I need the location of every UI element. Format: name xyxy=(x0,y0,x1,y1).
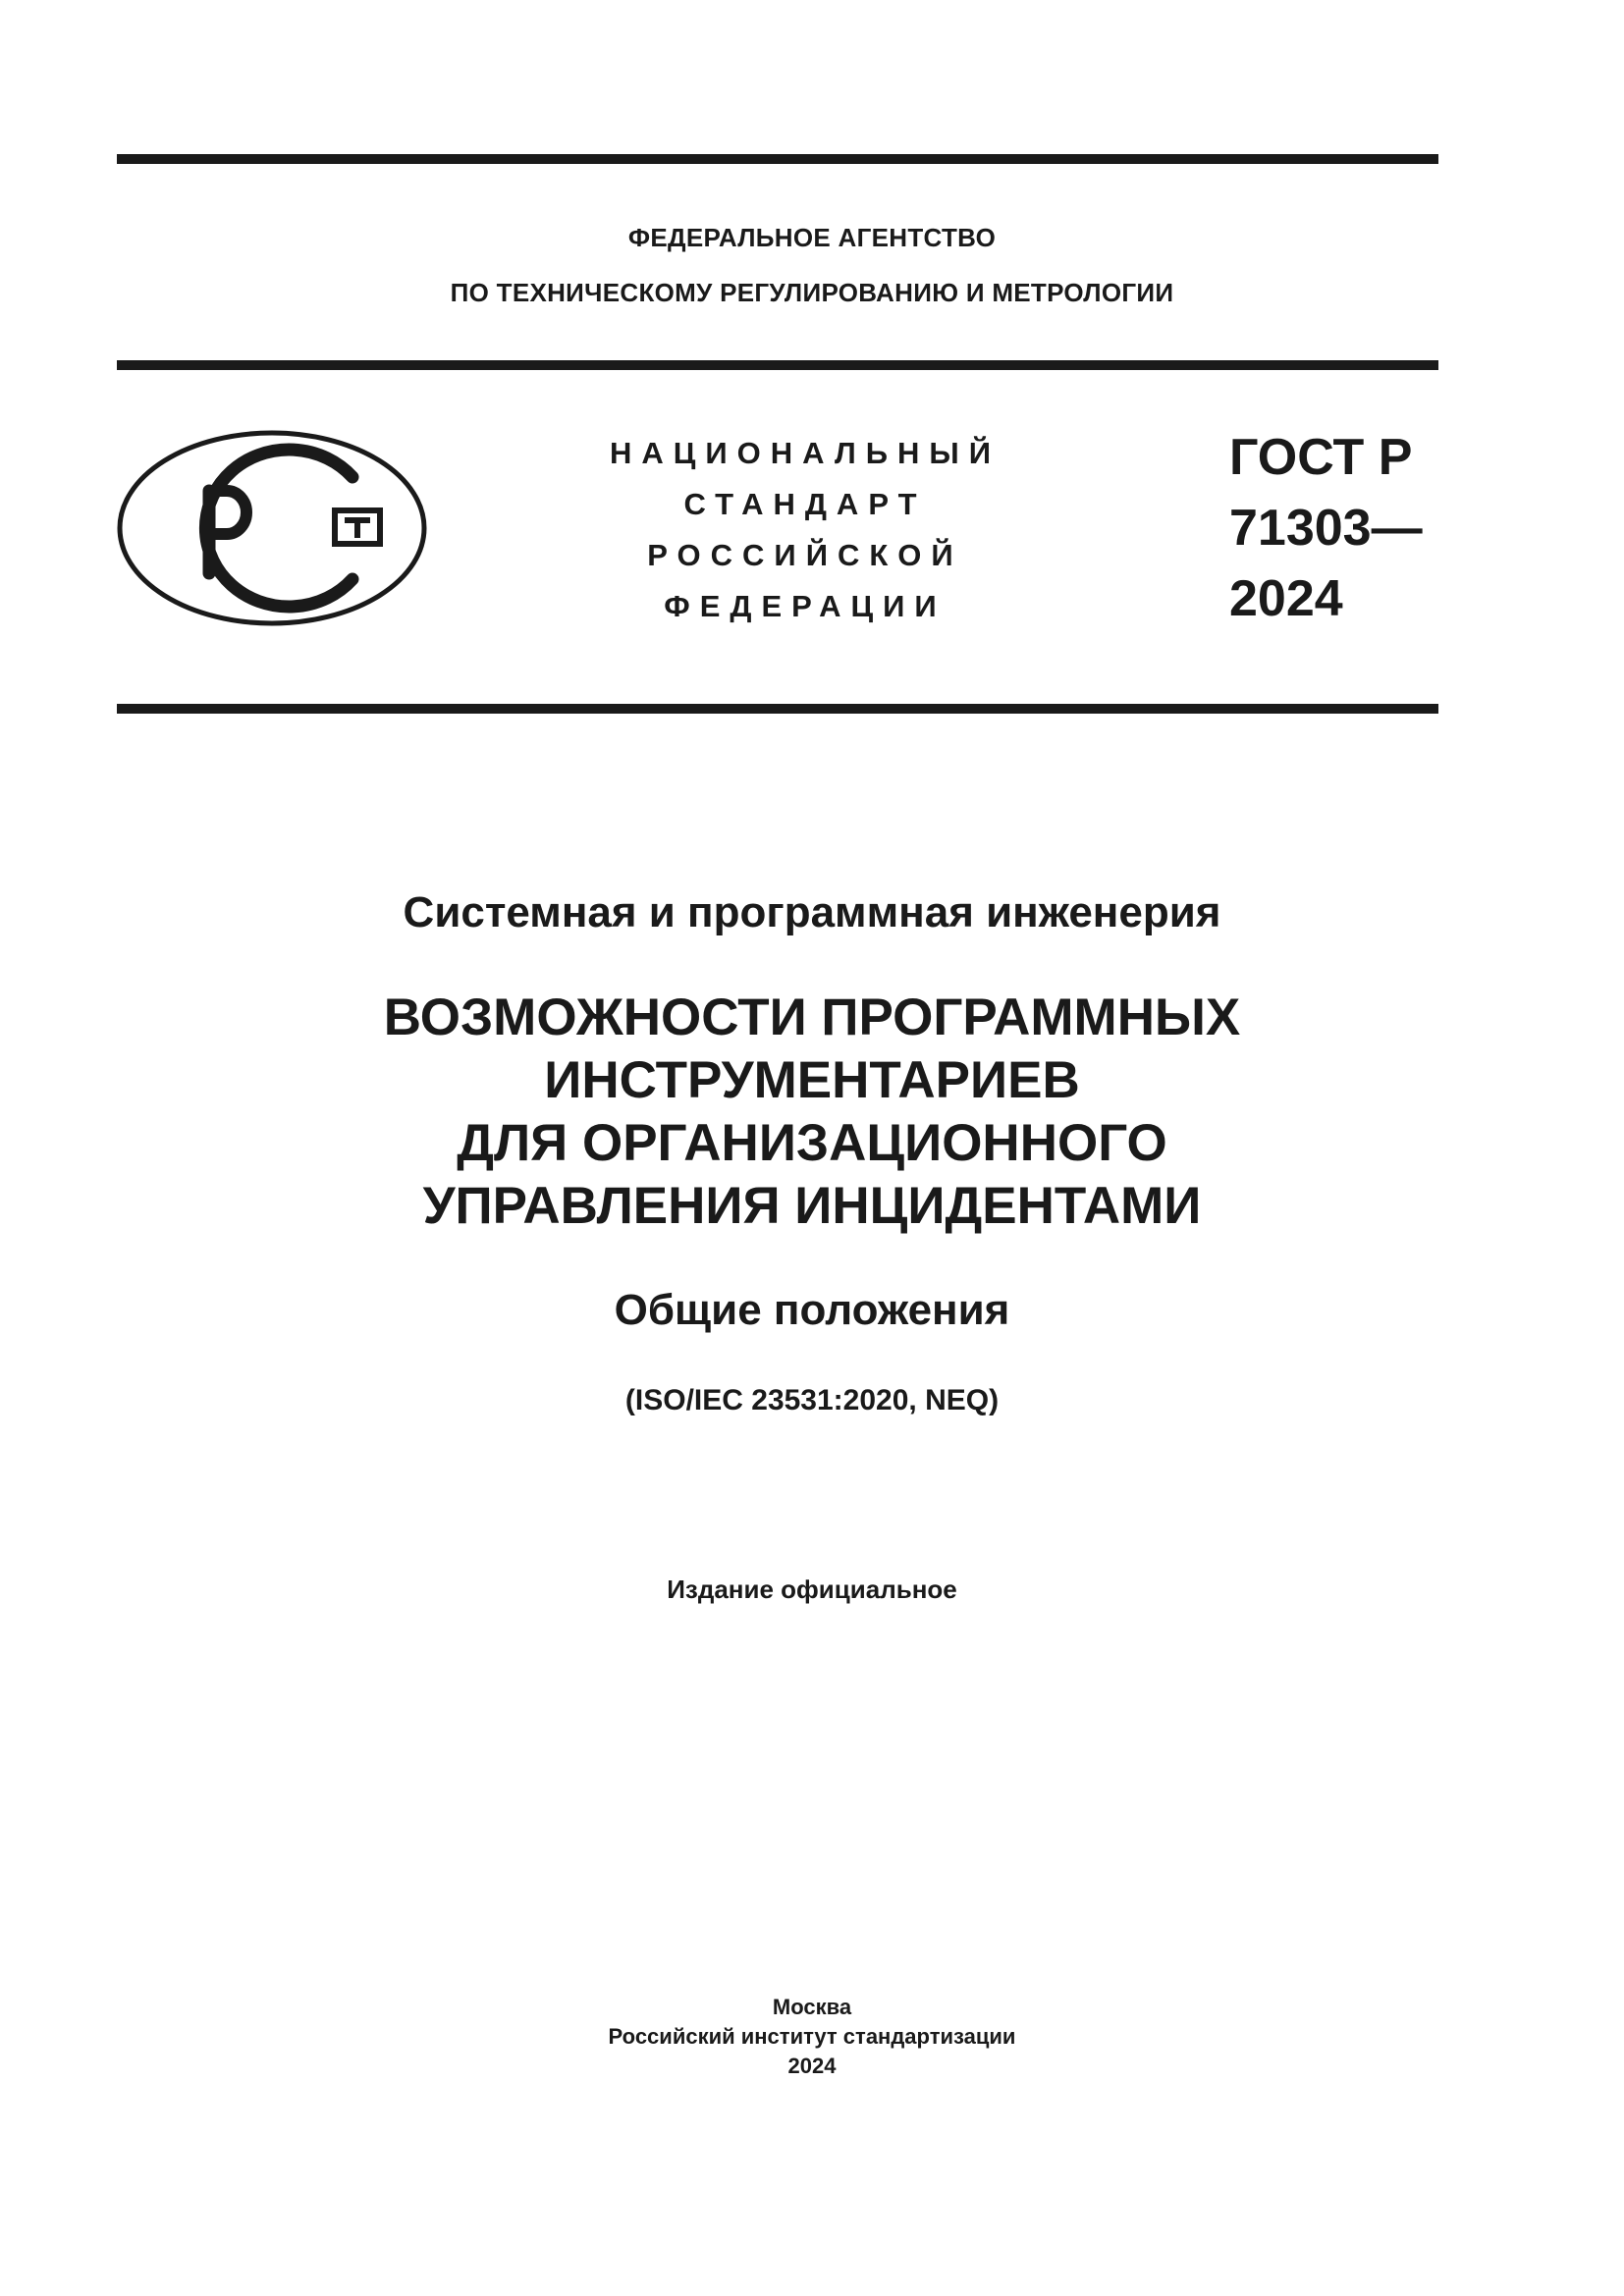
edition-note: Издание официальное xyxy=(667,1575,957,1604)
international-reference: (ISO/IEC 23531:2020, NEQ) xyxy=(624,1384,1000,1416)
imprint-city: Москва xyxy=(772,1995,852,2019)
document-subtitle: Общие положения xyxy=(614,1286,1010,1334)
title-line-4: УПРАВЛЕНИЯ ИНЦИДЕНТАМИ xyxy=(422,1177,1202,1235)
agency-line-2: ПО ТЕХНИЧЕСКОМУ РЕГУЛИРОВАНИЮ И МЕТРОЛОГИИ xyxy=(450,278,1174,307)
national-standard-line-2: СТАНДАРТ xyxy=(683,487,927,521)
top-rule xyxy=(117,154,1438,164)
rst-certification-mark-icon xyxy=(117,430,427,626)
agency-line-1: ФЕДЕРАЛЬНОЕ АГЕНТСТВО xyxy=(627,223,997,252)
national-standard-line-4: ФЕДЕРАЦИИ xyxy=(664,589,947,623)
national-standard-block xyxy=(550,428,1060,632)
title-line-1: ВОЗМОЖНОСТИ ПРОГРАММНЫХ xyxy=(383,988,1241,1046)
header-rule xyxy=(117,360,1438,370)
imprint xyxy=(0,1993,1624,2081)
document-title xyxy=(0,987,1624,1238)
standard-number-line-3: 2024 xyxy=(1229,570,1343,627)
national-standard-line-1: НАЦИОНАЛЬНЫЙ xyxy=(609,436,1001,470)
imprint-year: 2024 xyxy=(787,2054,837,2078)
imprint-publisher: Российский институт стандартизации xyxy=(608,2024,1016,2049)
section-rule xyxy=(117,704,1438,714)
standard-number-line-1: ГОСТ Р xyxy=(1229,429,1413,486)
standard-number xyxy=(1229,422,1423,634)
rst-logo xyxy=(117,430,427,626)
title-line-3: ДЛЯ ОРГАНИЗАЦИОННОГО xyxy=(457,1114,1167,1172)
title-line-2: ИНСТРУМЕНТАРИЕВ xyxy=(544,1051,1080,1109)
national-standard-line-3: РОССИЙСКОЙ xyxy=(647,538,963,572)
standard-number-line-2: 71303— xyxy=(1229,500,1423,557)
document-subject: Системная и программная инженерия xyxy=(403,888,1221,936)
